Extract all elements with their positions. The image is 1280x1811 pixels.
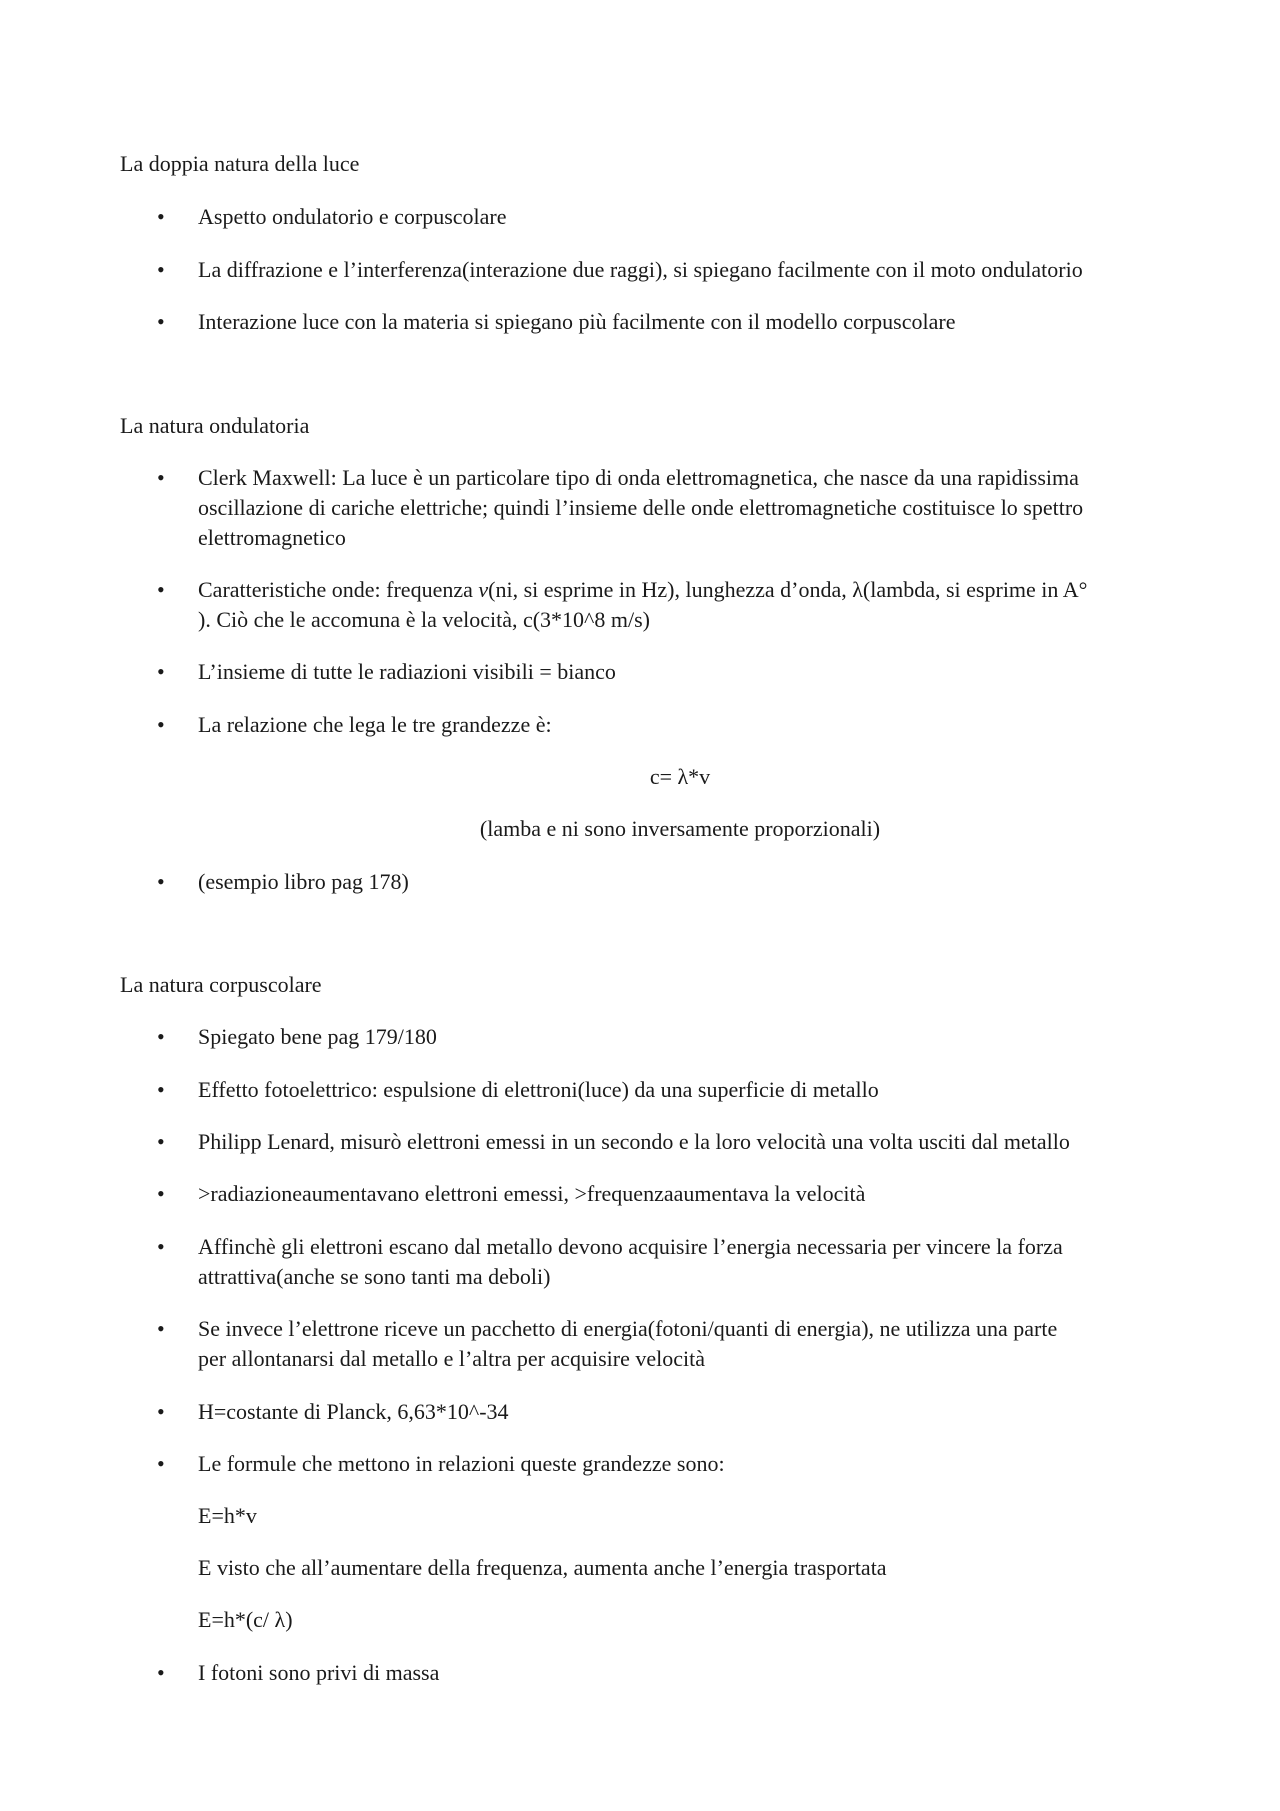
list-item-line: oscillazione di cariche elettriche; quindi l’insieme delle onde elettromagnetiche costituisce lo spettro	[198, 495, 1084, 520]
bullet-icon: •	[157, 309, 165, 334]
bullet-icon: •	[157, 659, 165, 684]
list-item: (esempio libro pag 178)	[198, 869, 409, 894]
bullet-icon: •	[157, 1316, 165, 1341]
bullet-icon: •	[157, 257, 165, 282]
bullet-icon: •	[157, 712, 165, 737]
bullet-icon: •	[157, 1234, 165, 1259]
list-item: Spiegato bene pag 179/180	[198, 1024, 437, 1049]
formula-energy: E=h*v	[198, 1503, 257, 1528]
list-item: Philipp Lenard, misurò elettroni emessi in un secondo e la loro velocità una volta usciti dal metallo	[198, 1129, 1070, 1154]
formula-note: E visto che all’aumentare della frequenza, aumenta anche l’energia trasportata	[198, 1555, 887, 1580]
bullet-icon: •	[157, 1451, 165, 1476]
list-item-line: attrattiva(anche se sono tanti ma deboli)	[198, 1264, 551, 1289]
bullet-icon: •	[157, 1660, 165, 1685]
list-item-line: elettromagnetico	[198, 525, 346, 550]
frequency-symbol: v	[478, 577, 489, 602]
bullet-icon: •	[157, 577, 165, 602]
list-item: >radiazioneaumentavano elettroni emessi, >frequenzaaumentava la velocità	[198, 1181, 866, 1206]
bullet-icon: •	[157, 465, 165, 490]
bullet-icon: •	[157, 1077, 165, 1102]
bullet-icon: •	[157, 1129, 165, 1154]
section-heading: La natura corpuscolare	[120, 972, 322, 997]
list-item-line: Se invece l’elettrone riceve un pacchetto di energia(fotoni/quanti di energia), ne utilizza una parte	[198, 1316, 1058, 1341]
formula-energy-wavelength: E=h*(c/ λ)	[198, 1607, 293, 1632]
list-item-text: Caratteristiche onde: frequenza	[198, 577, 479, 602]
list-item-line: Affinchè gli elettroni escano dal metallo devono acquisire l’energia necessaria per vincere la forza	[198, 1234, 1063, 1259]
list-item-line: Clerk Maxwell: La luce è un particolare tipo di onda elettromagnetica, che nasce da una rapidissima	[198, 465, 1079, 490]
section-heading: La natura ondulatoria	[120, 413, 310, 438]
list-item-line: ). Ciò che le accomuna è la velocità, c(3*10^8 m/s)	[198, 607, 650, 632]
bullet-icon: •	[157, 204, 165, 229]
list-item: Effetto fotoelettrico: espulsione di elettroni(luce) da una superficie di metallo	[198, 1077, 879, 1102]
list-item: Interazione luce con la materia si spiegano più facilmente con il modello corpuscolare	[198, 309, 956, 334]
bullet-icon: •	[157, 869, 165, 894]
list-item-line: per allontanarsi dal metallo e l’altra per acquisire velocità	[198, 1346, 705, 1371]
list-item: Aspetto ondulatorio e corpuscolare	[198, 204, 507, 229]
formula-wave: c= λ*v	[649, 764, 711, 789]
list-item-line	[198, 575, 1087, 605]
list-item: L’insieme di tutte le radiazioni visibili = bianco	[198, 659, 616, 684]
list-item: I fotoni sono privi di massa	[198, 1660, 440, 1685]
formula-note: (lamba e ni sono inversamente proporzionali)	[479, 816, 881, 841]
bullet-icon: •	[157, 1399, 165, 1424]
bullet-icon: •	[157, 1024, 165, 1049]
section-heading: La doppia natura della luce	[120, 151, 360, 176]
list-item: Le formule che mettono in relazioni queste grandezze sono:	[198, 1451, 725, 1476]
list-item-text: (ni, si esprime in Hz), lunghezza d’onda, λ(lambda, si esprime in A°	[488, 577, 1088, 602]
list-item: H=costante di Planck, 6,63*10^-34	[198, 1399, 509, 1424]
bullet-icon: •	[157, 1181, 165, 1206]
list-item: La relazione che lega le tre grandezze è:	[198, 712, 552, 737]
list-item: La diffrazione e l’interferenza(interazione due raggi), si spiegano facilmente con il moto ondulatorio	[198, 257, 1083, 282]
